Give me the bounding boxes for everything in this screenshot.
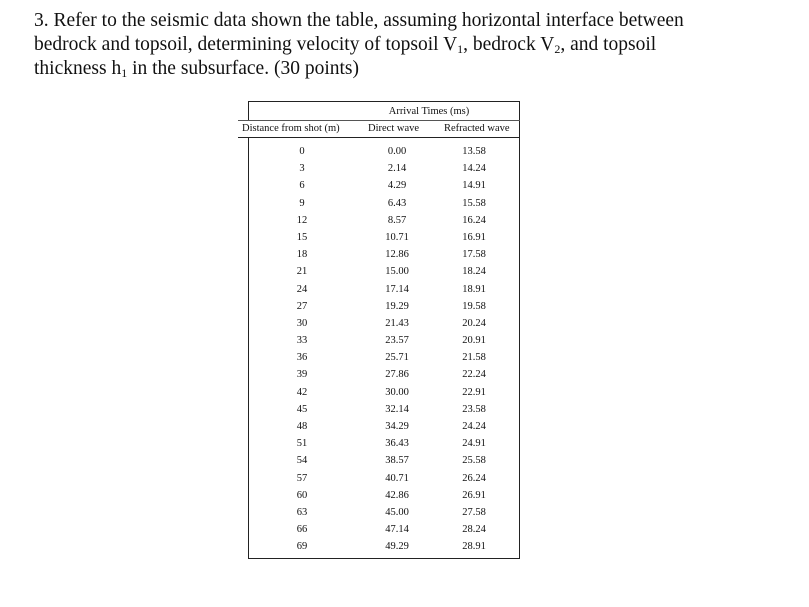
cell-distance: 3 <box>299 163 305 175</box>
table-row <box>249 246 519 263</box>
cell-direct-wave: 6.43 <box>387 197 407 209</box>
cell-direct-wave: 27.86 <box>385 369 409 381</box>
table-row <box>249 229 519 246</box>
cell-direct-wave: 38.57 <box>385 455 409 467</box>
seismic-data-table <box>238 101 522 559</box>
cell-refracted-wave: 24.24 <box>462 421 486 432</box>
cell-refracted-wave: 13.58 <box>462 146 486 157</box>
cell-direct-wave: 42.86 <box>385 489 409 501</box>
cell-direct-wave: 19.29 <box>385 300 409 312</box>
cell-distance: 12 <box>296 214 308 226</box>
column-header-refracted-wave: Refracted wave <box>444 123 510 134</box>
column-header-direct-wave: Direct wave <box>368 123 420 134</box>
table-row <box>249 504 519 521</box>
cell-refracted-wave: 14.91 <box>462 180 486 192</box>
cell-distance: 57 <box>296 472 308 484</box>
cell-refracted-wave: 19.58 <box>462 300 486 312</box>
table-row <box>249 315 519 332</box>
cell-distance: 66 <box>296 524 308 536</box>
cell-refracted-wave: 28.24 <box>462 524 486 536</box>
cell-distance: 9 <box>299 197 305 209</box>
table-row <box>249 263 519 280</box>
column-header-distance: Distance from shot (m) <box>242 123 340 134</box>
cell-distance: 30 <box>296 317 308 329</box>
table-row <box>249 435 519 452</box>
question-line-3-text-a: thickness h <box>34 58 122 79</box>
cell-distance: 54 <box>296 455 308 467</box>
cell-refracted-wave: 20.91 <box>462 335 486 347</box>
question-line-2-text-b: , bedrock V <box>463 34 555 55</box>
table-row <box>249 195 519 212</box>
question-line-1-text: 3. Refer to the seismic data shown the table, assuming horizontal interface between <box>34 10 684 31</box>
cell-direct-wave: 17.14 <box>385 283 409 295</box>
cell-distance: 0 <box>299 146 305 157</box>
cell-distance: 6 <box>299 180 305 192</box>
cell-direct-wave: 45.00 <box>385 506 409 518</box>
question-line-1 <box>34 9 794 33</box>
cell-refracted-wave: 22.24 <box>462 369 486 381</box>
cell-refracted-wave: 28.91 <box>462 541 486 553</box>
table-row <box>249 143 519 160</box>
cell-refracted-wave: 18.91 <box>462 283 486 295</box>
cell-refracted-wave: 18.24 <box>462 266 486 278</box>
table-row <box>249 298 519 315</box>
table-row <box>249 349 519 366</box>
table-body <box>248 138 520 559</box>
cell-refracted-wave: 20.24 <box>462 317 486 329</box>
question-line-3 <box>34 57 794 81</box>
h1-subscript: 1 <box>121 66 128 80</box>
cell-refracted-wave: 25.58 <box>462 455 486 467</box>
cell-distance: 63 <box>296 506 308 518</box>
cell-distance: 15 <box>296 231 308 243</box>
question-line-3-text-b: in the subsurface. (30 points) <box>127 58 359 79</box>
cell-distance: 39 <box>296 369 308 381</box>
cell-direct-wave: 15.00 <box>385 266 409 278</box>
cell-distance: 27 <box>296 300 308 312</box>
cell-direct-wave: 10.71 <box>385 231 409 243</box>
cell-distance: 51 <box>296 438 308 450</box>
cell-direct-wave: 12.86 <box>385 249 409 261</box>
cell-distance: 45 <box>296 403 308 415</box>
cell-distance: 33 <box>296 335 308 347</box>
table-row <box>249 160 519 177</box>
cell-refracted-wave: 24.91 <box>462 438 486 450</box>
question-text <box>34 9 794 81</box>
cell-refracted-wave: 26.24 <box>462 472 486 484</box>
cell-direct-wave: 49.29 <box>385 541 409 553</box>
cell-direct-wave: 34.29 <box>385 421 409 432</box>
cell-direct-wave: 32.14 <box>385 403 409 415</box>
table-row <box>249 401 519 418</box>
cell-direct-wave: 4.29 <box>387 180 407 192</box>
cell-distance: 36 <box>296 352 308 364</box>
cell-direct-wave: 40.71 <box>385 472 409 484</box>
cell-direct-wave: 8.57 <box>387 214 407 226</box>
table-row <box>249 212 519 229</box>
table-row <box>249 538 519 555</box>
cell-refracted-wave: 15.58 <box>462 197 486 209</box>
cell-distance: 21 <box>296 266 308 278</box>
v2-subscript: 2 <box>554 42 561 56</box>
cell-refracted-wave: 27.58 <box>462 506 486 518</box>
cell-distance: 42 <box>296 386 308 398</box>
table-row <box>249 281 519 298</box>
table-row <box>249 384 519 401</box>
cell-direct-wave: 23.57 <box>385 335 409 347</box>
table-row <box>249 487 519 504</box>
table-row <box>249 366 519 383</box>
table-row <box>249 418 519 435</box>
cell-refracted-wave: 16.24 <box>462 214 486 226</box>
cell-direct-wave: 30.00 <box>385 386 409 398</box>
cell-refracted-wave: 22.91 <box>462 386 486 398</box>
cell-refracted-wave: 17.58 <box>462 249 486 261</box>
cell-distance: 69 <box>296 541 308 553</box>
cell-refracted-wave: 16.91 <box>462 231 486 243</box>
v1-subscript: 1 <box>457 42 464 56</box>
table-title: Arrival Times (ms) <box>248 101 520 120</box>
cell-direct-wave: 36.43 <box>385 438 409 450</box>
cell-direct-wave: 47.14 <box>385 524 409 536</box>
table-row <box>249 521 519 538</box>
table-row <box>249 177 519 194</box>
cell-direct-wave: 2.14 <box>387 163 407 175</box>
cell-direct-wave: 21.43 <box>385 317 409 329</box>
table-header-row <box>238 120 520 138</box>
question-line-2-text-c: , and topsoil <box>560 34 657 55</box>
cell-distance: 60 <box>296 489 308 501</box>
cell-direct-wave: 0.00 <box>387 146 407 157</box>
cell-refracted-wave: 14.24 <box>462 163 486 175</box>
cell-distance: 48 <box>296 421 308 432</box>
cell-refracted-wave: 23.58 <box>462 403 486 415</box>
table-row <box>249 332 519 349</box>
question-line-2-text-a: bedrock and topsoil, determining velocity of topsoil V <box>34 34 458 55</box>
table-row <box>249 470 519 487</box>
cell-distance: 18 <box>296 249 308 261</box>
table-row <box>249 452 519 469</box>
question-line-2 <box>34 33 794 57</box>
cell-distance: 24 <box>296 283 308 295</box>
cell-direct-wave: 25.71 <box>385 352 409 364</box>
cell-refracted-wave: 26.91 <box>462 489 486 501</box>
cell-refracted-wave: 21.58 <box>462 352 486 364</box>
